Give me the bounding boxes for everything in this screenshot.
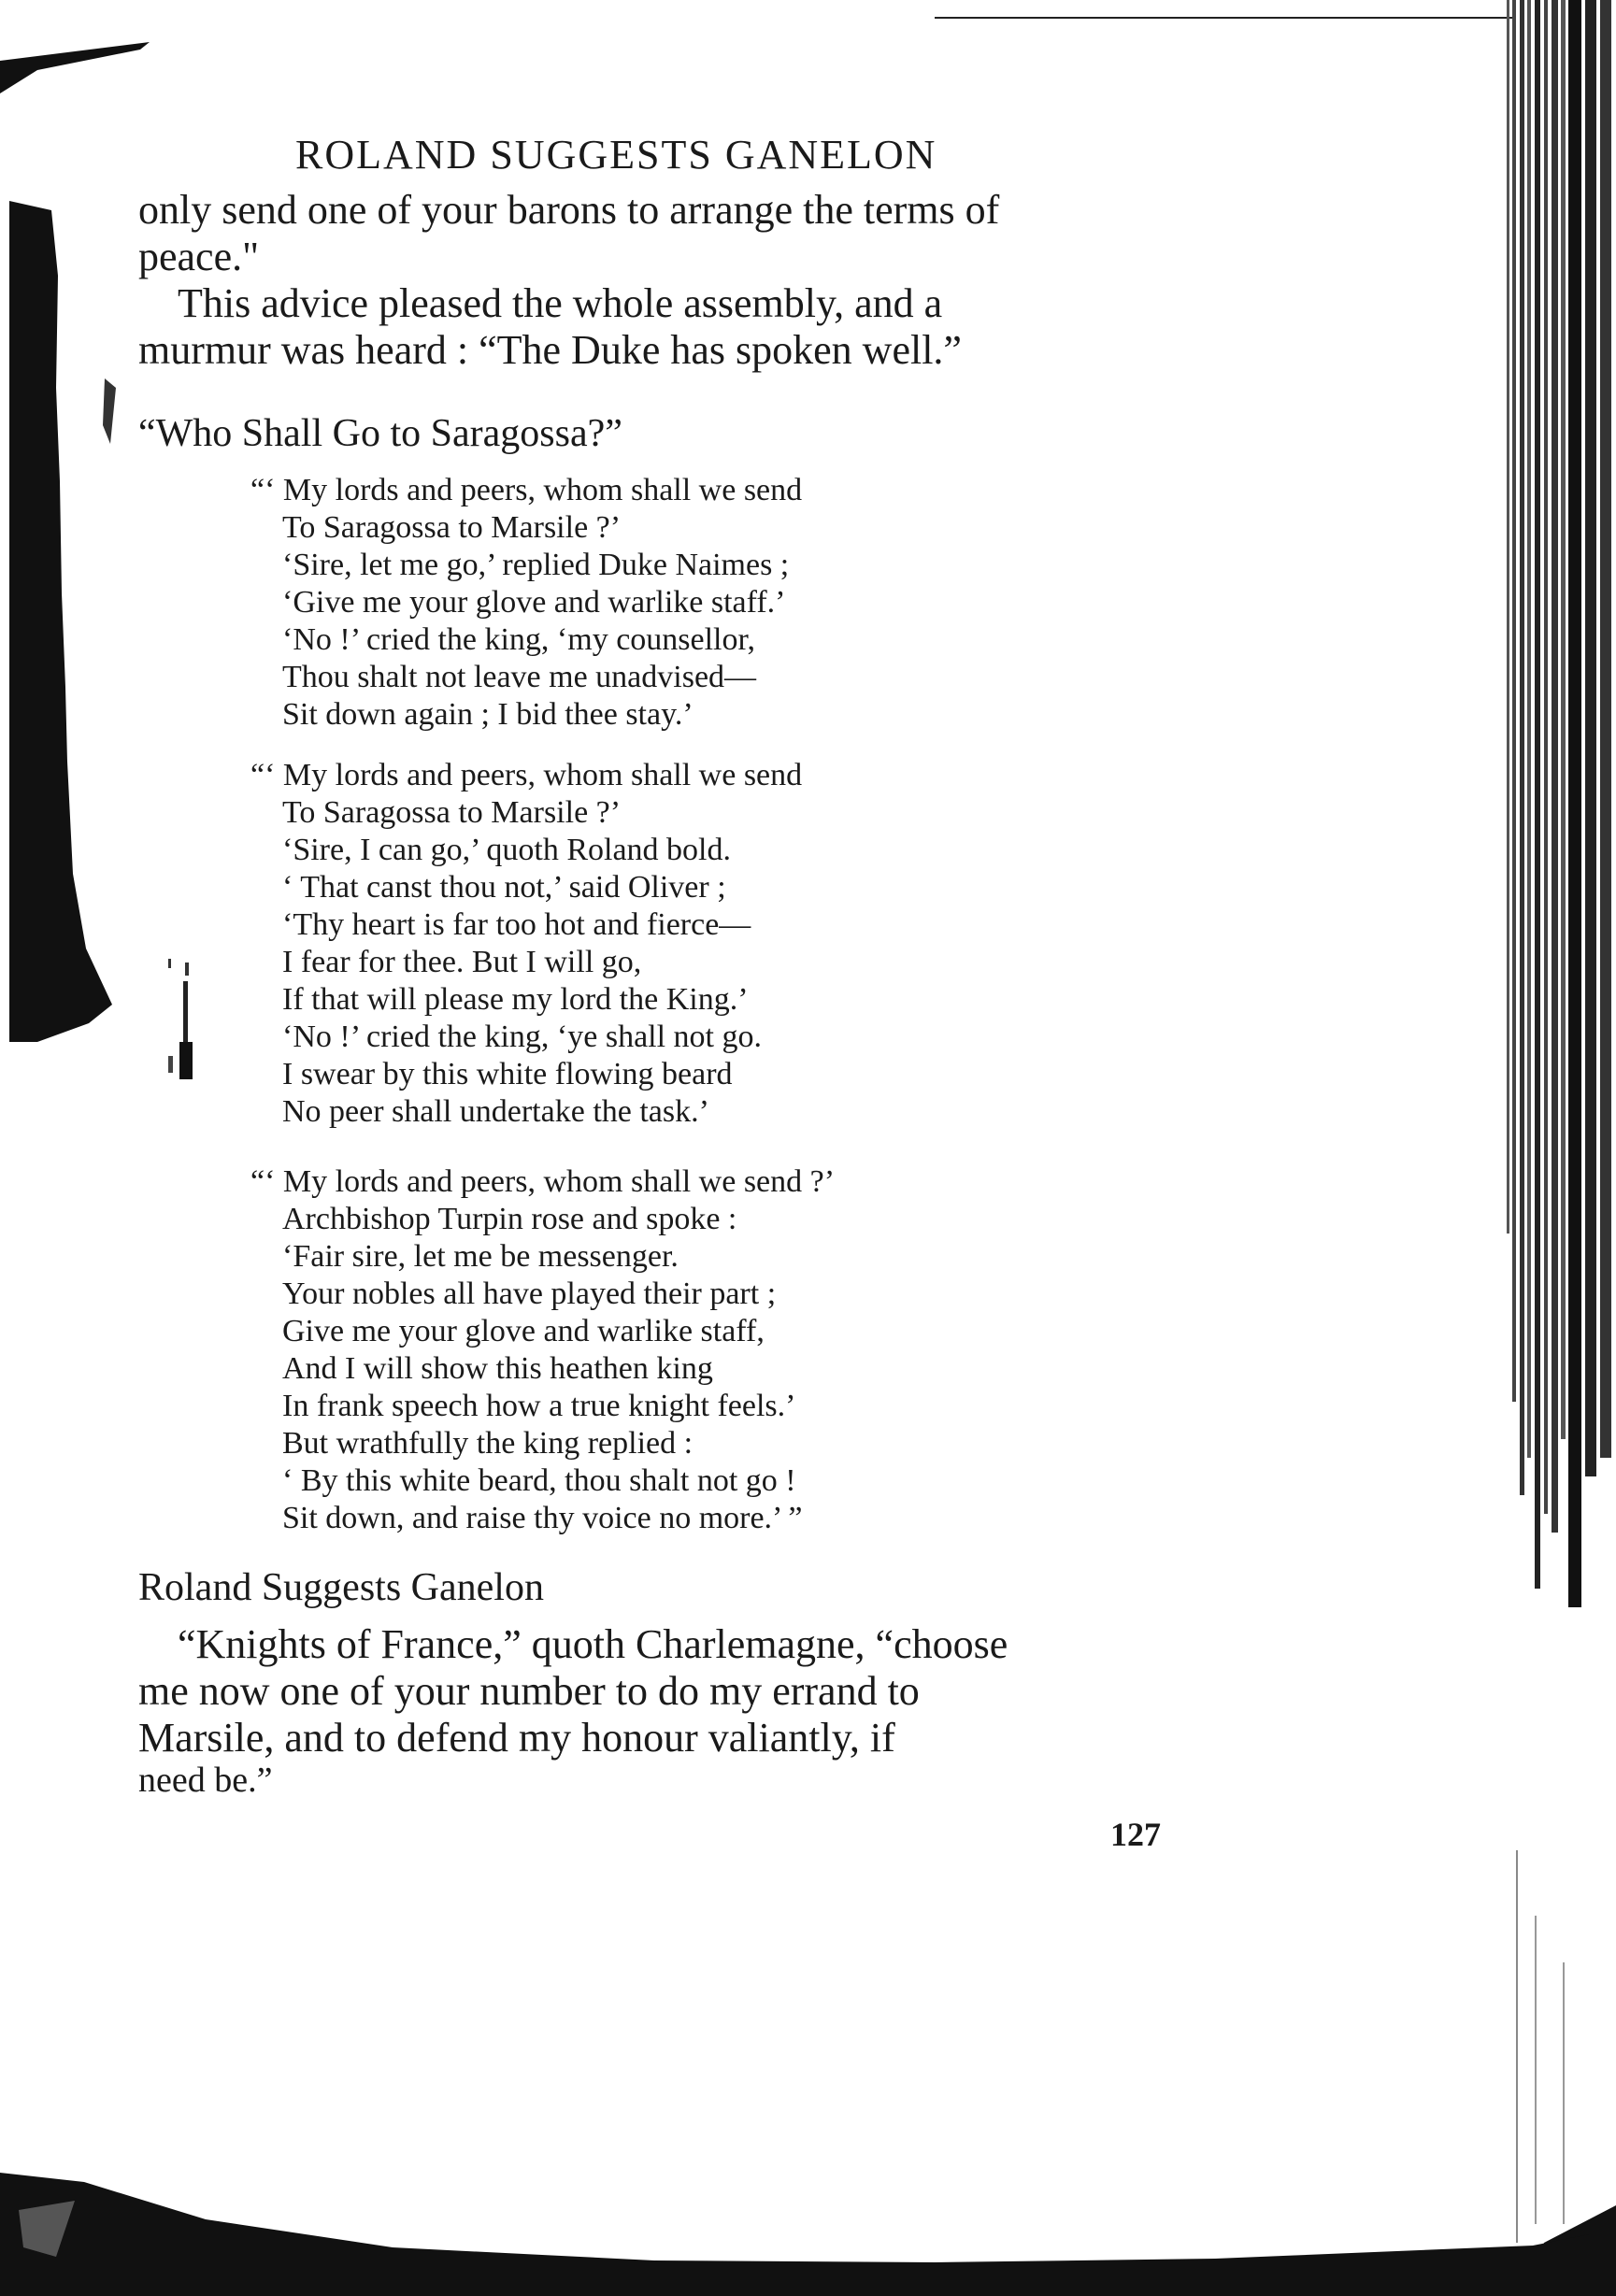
verse-line: ‘Give me your glove and warlike staff.’ <box>282 585 786 620</box>
verse-line: If that will please my lord the King.’ <box>282 982 749 1017</box>
verse-line: But wrathfully the king replied : <box>282 1426 694 1461</box>
scan-bottom-shadow <box>0 2145 1616 2296</box>
verse-line: ‘ By this white beard, thou shalt not go ! <box>282 1463 796 1498</box>
verse-line: ‘Sire, I can go,’ quoth Roland bold. <box>282 833 732 867</box>
verse-line: ‘ That canst thou not,’ said Oliver ; <box>282 870 726 905</box>
verse-line: “‘ My lords and peers, whom shall we send ?’ <box>250 1164 836 1199</box>
verse-line: I swear by this white flowing beard <box>282 1057 733 1091</box>
verse-line: I fear for thee. But I will go, <box>282 945 642 979</box>
verse-line: ‘Fair sire, let me be messenger. <box>282 1239 679 1274</box>
text-line: murmur was heard : “The Duke has spoken well.” <box>138 327 962 373</box>
page-number: 127 <box>1110 1816 1161 1853</box>
verse-stanza-3 <box>250 1163 836 1537</box>
scan-left-shadow <box>0 201 117 1042</box>
text-line: Marsile, and to defend my honour valiantly, if <box>138 1715 895 1761</box>
verse-line: “‘ My lords and peers, whom shall we send <box>250 473 803 507</box>
verse-line: To Saragossa to Marsile ?’ <box>282 795 622 830</box>
verse-line: No peer shall undertake the task.’ <box>282 1094 709 1129</box>
scan-corner-shadow <box>0 42 150 98</box>
verse-line: In frank speech how a true knight feels.’ <box>282 1389 796 1423</box>
verse-line: ‘No !’ cried the king, ‘ye shall not go. <box>282 1020 763 1054</box>
verse-line: ‘No !’ cried the king, ‘my counsellor, <box>282 622 755 657</box>
verse-line: ‘Sire, let me go,’ replied Duke Naimes ; <box>282 548 790 582</box>
verse-line: Thou shalt not leave me unadvised— <box>282 660 757 694</box>
verse-line: Give me your glove and warlike staff, <box>282 1314 765 1348</box>
opening-paragraph-continued <box>138 187 1166 280</box>
verse-line: And I will show this heathen king <box>282 1351 713 1386</box>
text-line: need be.” <box>138 1761 273 1800</box>
verse-line: Your nobles all have played their part ; <box>282 1276 777 1311</box>
section-heading-who-shall-go: “Who Shall Go to Saragossa?” <box>138 412 622 455</box>
verse-line: Archbishop Turpin rose and spoke : <box>282 1202 737 1236</box>
text-line: me now one of your number to do my errand to <box>138 1668 920 1714</box>
verse-line: Sit down again ; I bid thee stay.’ <box>282 697 694 732</box>
verse-stanza-1 <box>250 472 803 734</box>
section-heading-roland-suggests: Roland Suggests Ganelon <box>138 1566 544 1609</box>
running-head: ROLAND SUGGESTS GANELON <box>295 132 937 178</box>
verse-line: To Saragossa to Marsile ?’ <box>282 510 622 545</box>
text-line: only send one of your barons to arrange the terms of <box>138 187 1000 233</box>
verse-line: Sit down, and raise thy voice no more.’ ” <box>282 1501 803 1535</box>
verse-line: “‘ My lords and peers, whom shall we send <box>250 758 803 792</box>
scan-margin-marks <box>161 953 217 1093</box>
opening-paragraph <box>138 280 1166 374</box>
text-line: This advice pleased the whole assembly, and a <box>178 280 943 326</box>
text-line: peace." <box>138 234 260 279</box>
text-line: “Knights of France,” quoth Charlemagne, “choose <box>178 1621 1008 1667</box>
verse-stanza-2 <box>250 757 803 1131</box>
closing-paragraph <box>138 1621 1166 1799</box>
verse-line: ‘Thy heart is far too hot and fierce— <box>282 907 751 942</box>
scan-top-rule <box>935 17 1514 19</box>
scan-right-shadow <box>1507 0 1616 2296</box>
